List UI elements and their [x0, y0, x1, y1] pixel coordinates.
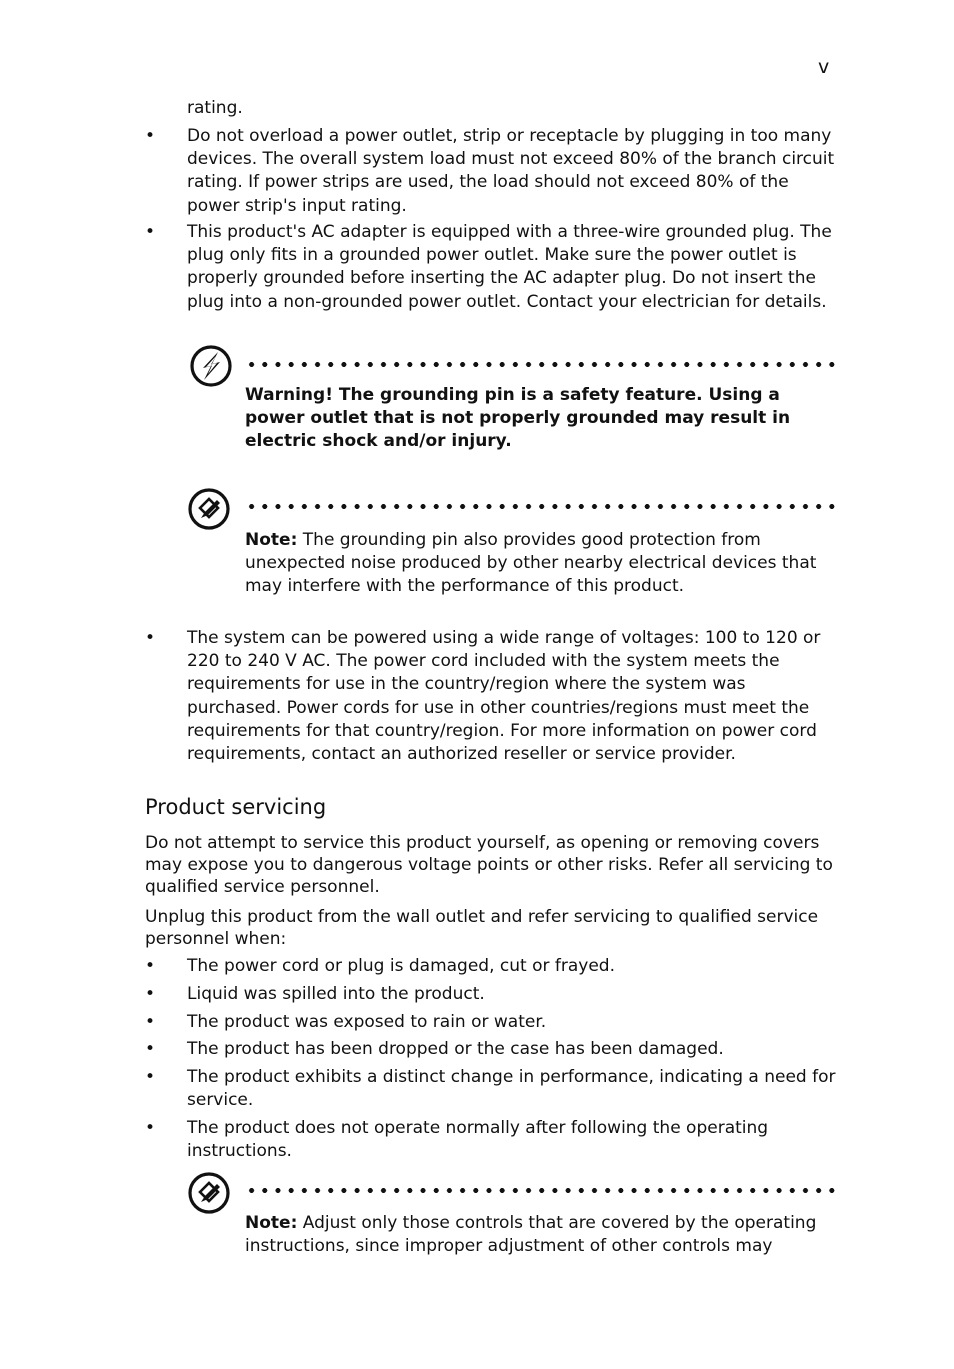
section-heading: Product servicing: [145, 795, 327, 819]
list-item: The power cord or plug is damaged, cut or frayed.: [187, 956, 615, 976]
divider-dots: [245, 504, 835, 509]
bullet-marker: •: [145, 628, 156, 648]
bullet-marker: •: [145, 1118, 156, 1138]
list-item: This product's AC adapter is equipped with a three-wire grounded plug. The plug only fits in a grounded power outlet. Make sure the power outlet is properly grounded before inserting the AC adapter plug. Do not insert the plug into a non-grounded power outlet. Contact your electrician for details.: [187, 222, 832, 312]
note-text: [245, 529, 825, 599]
bullet-marker: •: [145, 984, 156, 1004]
list-item: The product was exposed to rain or water.: [187, 1012, 547, 1032]
warning-text: Warning! The grounding pin is a safety feature. Using a power outlet that is not properly grounded may result in electric shock and/or injury.: [245, 385, 791, 452]
note-pen-icon: [187, 487, 231, 531]
paragraph: Do not attempt to service this product yourself, as opening or removing covers may expose you to dangerous voltage points or other risks. Refer all servicing to qualified service personnel.: [145, 833, 833, 897]
continuation-text: rating.: [187, 98, 243, 118]
divider-dots: [245, 1188, 835, 1193]
list-item: Liquid was spilled into the product.: [187, 984, 485, 1004]
note-body: The grounding pin also provides good protection from unexpected noise produced by other nearby electrical devices that may interfere with the performance of this product.: [245, 530, 817, 597]
page-number: v: [818, 56, 830, 78]
paragraph: Unplug this product from the wall outlet and refer servicing to qualified service personnel when:: [145, 907, 819, 949]
lightning-warning-icon: [189, 344, 233, 388]
bullet-marker: •: [145, 956, 156, 976]
note-body: Adjust only those controls that are covered by the operating instructions, since improper adjustment of other controls may: [245, 1213, 817, 1257]
bullet-marker: •: [145, 126, 156, 146]
bullet-marker: •: [145, 222, 156, 242]
list-item: The system can be powered using a wide range of voltages: 100 to 120 or 220 to 240 V AC. The power cord included with the system meets the requirements for use in the country/region where the system was purchased. Power cords for use in other countries/regions must meet the requirements for that country/region. For more information on power cord requirements, contact an authorized reseller or service provider.: [187, 628, 821, 765]
list-item: The product does not operate normally after following the operating instructions.: [187, 1118, 769, 1162]
note-text: [245, 1212, 825, 1258]
bullet-marker: •: [145, 1039, 156, 1059]
bullet-marker: •: [145, 1012, 156, 1032]
list-item: The product has been dropped or the case has been damaged.: [187, 1039, 724, 1059]
list-item: The product exhibits a distinct change in performance, indicating a need for service.: [187, 1067, 836, 1111]
divider-dots: [245, 362, 835, 367]
note-label: Note:: [245, 1213, 298, 1233]
note-label: Note:: [245, 530, 298, 550]
bullet-marker: •: [145, 1067, 156, 1087]
list-item: Do not overload a power outlet, strip or receptacle by plugging in too many devices. The overall system load must not exceed 80% of the branch circuit rating. If power strips are used, the load should not exceed 80% of the power strip's input rating.: [187, 126, 835, 216]
note-pen-icon: [187, 1171, 231, 1215]
